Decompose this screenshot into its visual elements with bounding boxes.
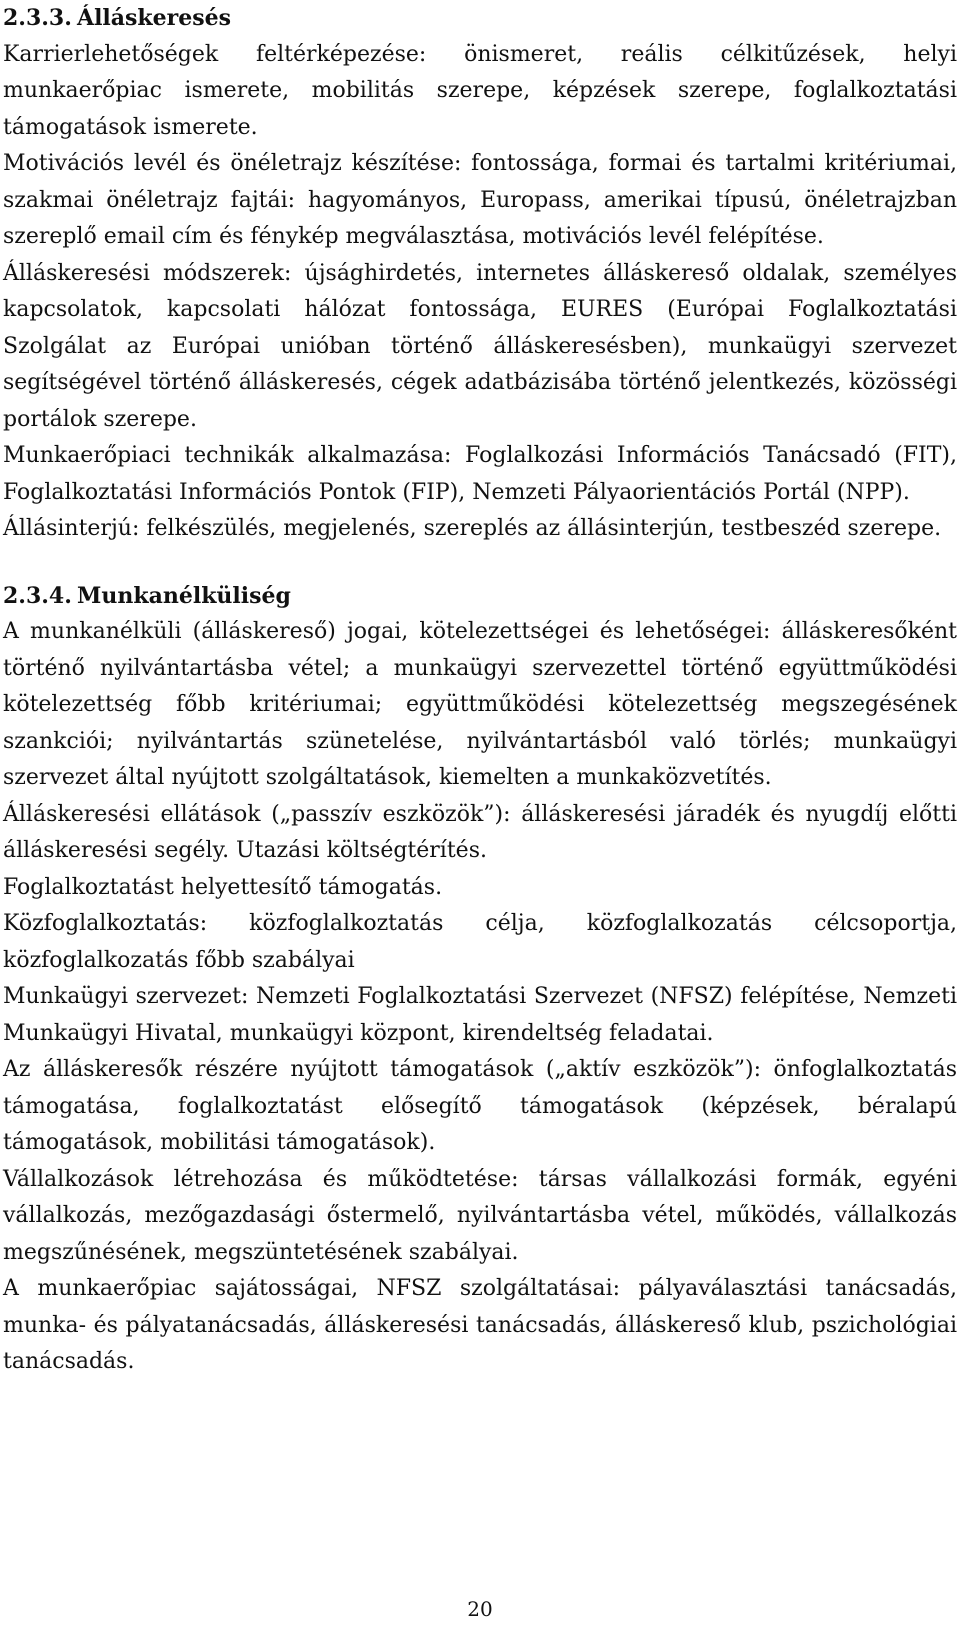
section-number: 2.3.3. [3, 5, 72, 31]
paragraph: Közfoglalkoztatás: közfoglalkoztatás célja, közfoglalkozatás célcsoportja, közfoglalkozatás főbb szabályai [3, 911, 957, 973]
paragraph: Álláskeresési ellátások („passzív eszközök”): álláskeresési járadék és nyugdíj előtti álláskeresési segély. Utazási költségtérítés. [3, 801, 957, 863]
paragraph: Motivációs levél és önéletrajz készítése: fontossága, formai és tartalmi kritériumai, szakmai önéletrajz fajtái: hagyományos, Europass, amerikai típusú, önéletrajzban szereplő email cím és fénykép megválasztása, motivációs levél felépítése. [3, 151, 957, 249]
section-heading [3, 0, 957, 37]
paragraph: Foglalkoztatást helyettesítő támogatás. [3, 874, 443, 900]
paragraph: Álláskeresési módszerek: újsághirdetés, internetes álláskereső oldalak, személyes kapcsolatok, kapcsolati hálózat fontossága, EURES (Európai Foglalkoztatási Szolgálat az Európai unióban történő álláskeresésben), munkaügyi szervezet segítségével történő álláskeresés, cégek adatbázisába történő jelentkezés, közösségi portálok szerepe. [3, 260, 957, 432]
section-heading [3, 578, 957, 615]
page-content [3, 0, 957, 1381]
paragraph: Vállalkozások létrehozása és működtetése: társas vállalkozási formák, egyéni vállalkozás, mezőgazdasági őstermelő, nyilvántartásba vétel, működés, vállalkozás megszűnésének, megszüntetésének szabályai. [3, 1166, 957, 1265]
page-number: 20 [467, 1597, 493, 1621]
paragraph: Karrierlehetőségek feltérképezése: önismeret, reális célkitűzések, helyi munkaerőpiac ismerete, mobilitás szerepe, képzések szerepe, foglalkoztatási támogatások ismerete. [3, 41, 957, 140]
paragraph: A munkanélküli (álláskereső) jogai, kötelezettségei és lehetőségei: álláskeresőként történő nyilvántartásba vétel; a munkaügyi szervezettel történő együttműködési kötelezettség főbb kritériumai; együttműködési kötelezettség megszegésének szankciói; nyilvántartás szünetelése, nyilvántartásból való törlés; munkaügyi szervezet által nyújtott szolgáltatások, kiemelten a munkaközvetítés. [3, 619, 957, 790]
section-gap [3, 548, 957, 578]
paragraph: Állásinterjú: felkészülés, megjelenés, szereplés az állásinterjún, testbeszéd szerepe. [3, 516, 942, 541]
section-title: Álláskeresés [77, 5, 232, 31]
paragraph: A munkaerőpiac sajátosságai, NFSZ szolgáltatásai: pályaválasztási tanácsadás, munka- és pályatanácsadás, álláskeresési tanácsadás, álláskereső klub, pszichológiai tanácsadás. [3, 1276, 957, 1374]
paragraph: Az álláskeresők részére nyújtott támogatások („aktív eszközök”): önfoglalkoztatás támogatása, foglalkoztatást elősegítő támogatások (képzések, béralapú támogatások, mobilitási támogatások). [3, 1057, 957, 1155]
section-allaskereses [3, 0, 957, 548]
paragraph: Munkaügyi szervezet: Nemzeti Foglalkoztatási Szervezet (NFSZ) felépítése, Nemzeti Munkaügyi Hivatal, munkaügyi központ, kirendeltség feladatai. [3, 984, 957, 1046]
section-munkanelkuliseg [3, 578, 957, 1381]
paragraph: Munkaerőpiaci technikák alkalmazása: Foglalkozási Információs Tanácsadó (FIT), Foglalkoztatási Információs Pontok (FIP), Nemzeti Pályaorientációs Portál (NPP). [3, 443, 957, 505]
section-title: Munkanélküliség [77, 582, 291, 609]
section-number: 2.3.4. [3, 582, 72, 609]
